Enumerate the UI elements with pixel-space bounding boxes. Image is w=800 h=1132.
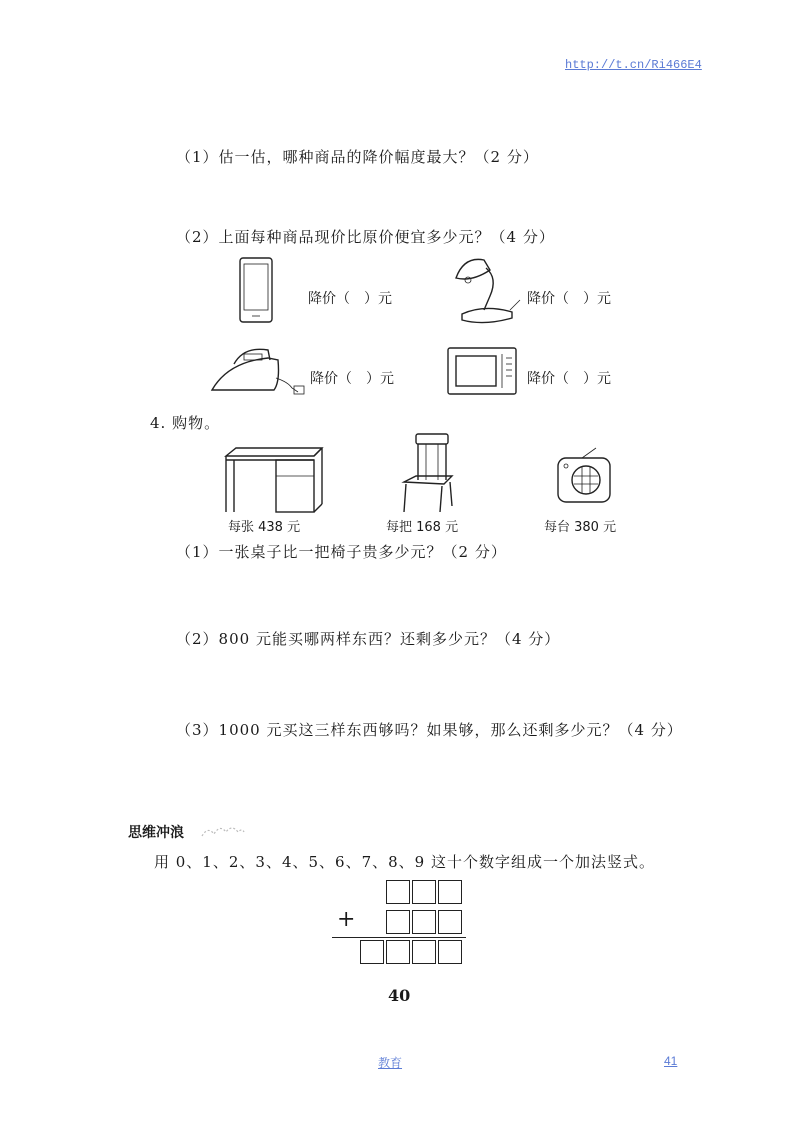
desk-price: 每张 438 元 [228, 520, 301, 535]
section-4-title: 4. 购物。 [150, 414, 221, 432]
digit-box[interactable] [386, 940, 410, 964]
phone-icon [238, 256, 274, 324]
iron-icon [208, 342, 308, 398]
reduce-label-iron: 降价（ ）元 [310, 371, 394, 387]
digit-box[interactable] [412, 910, 436, 934]
question-4-1: （1）一张桌子比一把椅子贵多少元？（2 分） [176, 543, 507, 561]
digit-box[interactable] [438, 880, 462, 904]
digit-box[interactable] [438, 940, 462, 964]
digit-box[interactable] [412, 940, 436, 964]
reduce-label-phone: 降价（ ）元 [308, 291, 392, 307]
footer-page[interactable]: 41 [664, 1054, 678, 1068]
digit-box[interactable] [386, 910, 410, 934]
footer-link[interactable]: 教育 [378, 1056, 403, 1070]
radio-icon [556, 446, 612, 504]
digit-box[interactable] [386, 880, 410, 904]
sum-line [332, 937, 466, 938]
lamp-icon [450, 252, 522, 328]
digit-box[interactable] [438, 910, 462, 934]
thinking-prompt: 用 0、1、2、3、4、5、6、7、8、9 这十个数字组成一个加法竖式。 [154, 853, 655, 871]
wave-decoration-icon [200, 822, 246, 840]
question-4-2: （2）800 元能买哪两样东西？还剩多少元？（4 分） [176, 630, 561, 648]
question-4-3: （3）1000 元买这三样东西够吗？如果够，那么还剩多少元？（4 分） [176, 721, 683, 739]
chair-price: 每把 168 元 [386, 520, 459, 535]
microwave-icon [446, 346, 518, 396]
question-3-2: （2）上面每种商品现价比原价便宜多少元？（4 分） [176, 228, 555, 246]
desk-icon [222, 446, 324, 514]
radio-price: 每台 380 元 [544, 520, 617, 535]
header-url[interactable]: http://t.cn/Ri466E4 [565, 58, 702, 72]
question-3-1: （1）估一估，哪种商品的降价幅度最大？（2 分） [176, 148, 539, 166]
plus-sign: + [337, 907, 356, 932]
digit-box[interactable] [360, 940, 384, 964]
chair-icon [400, 432, 456, 514]
reduce-label-microwave: 降价（ ）元 [527, 371, 611, 387]
reduce-label-lamp: 降价（ ）元 [527, 291, 611, 307]
section-thinking-title: 思维冲浪 [128, 825, 184, 841]
page-number: 40 [388, 986, 411, 1005]
digit-box[interactable] [412, 880, 436, 904]
